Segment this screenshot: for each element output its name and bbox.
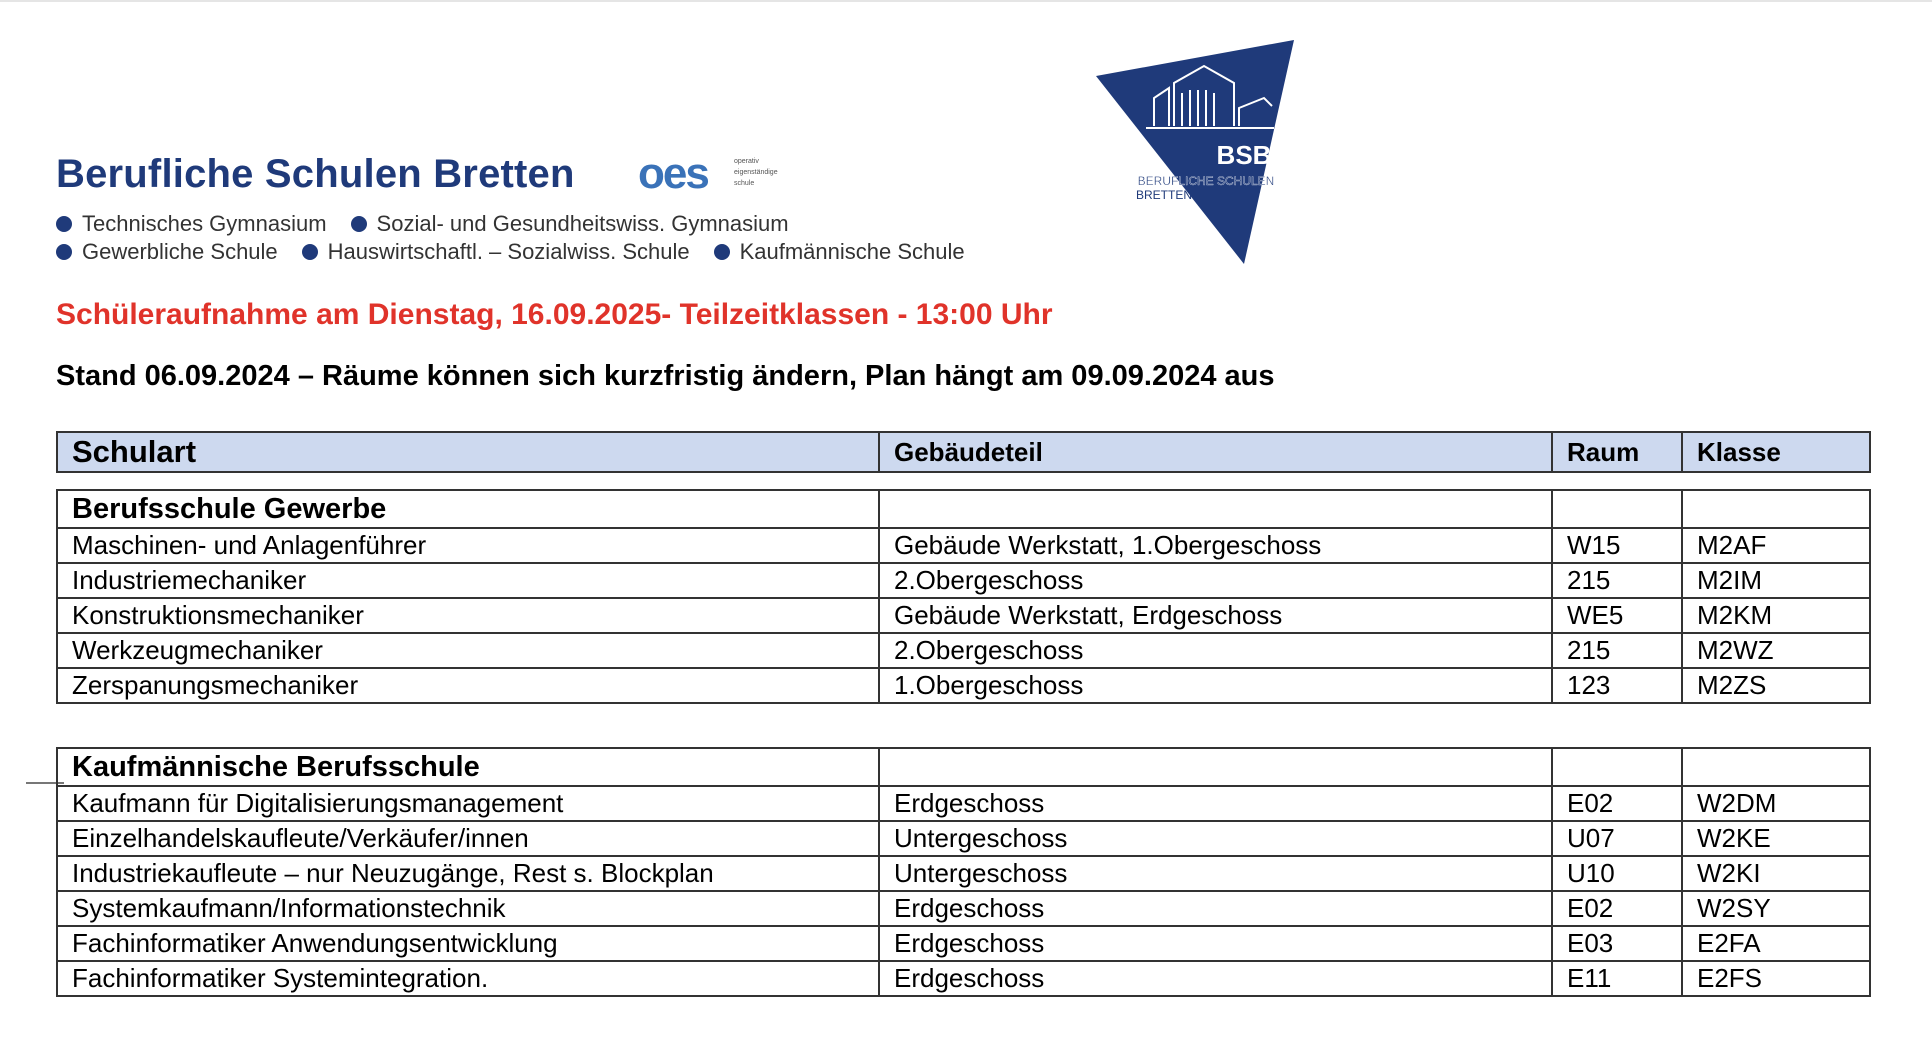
- school-type-label: Gewerbliche Schule: [82, 239, 278, 264]
- section-title-row: [57, 748, 1870, 786]
- cell-schulart: Einzelhandelskaufleute/Verkäufer/innen: [57, 821, 879, 856]
- cell-klasse: M2IM: [1682, 563, 1870, 598]
- bullet-dot-icon: [714, 244, 730, 260]
- cell-klasse: W2DM: [1682, 786, 1870, 821]
- cell-klasse: W2KI: [1682, 856, 1870, 891]
- table-row: [57, 856, 1870, 891]
- school-type-label: Technisches Gymnasium: [82, 211, 327, 236]
- col-header-klasse: Klasse: [1682, 432, 1870, 472]
- school-type-item: [56, 239, 278, 265]
- cell-gebaeudeteil: 1.Obergeschoss: [879, 668, 1552, 703]
- cell-gebaeudeteil: Erdgeschoss: [879, 786, 1552, 821]
- school-type-item: [56, 211, 327, 237]
- cell-schulart: Maschinen- und Anlagenführer: [57, 528, 879, 563]
- cell-gebaeudeteil: 2.Obergeschoss: [879, 563, 1552, 598]
- cell-klasse: E2FS: [1682, 961, 1870, 996]
- cell-gebaeudeteil: 2.Obergeschoss: [879, 633, 1552, 668]
- cell-raum: 215: [1552, 563, 1682, 598]
- bullet-dot-icon: [351, 216, 367, 232]
- cell-schulart: Fachinformatiker Systemintegration.: [57, 961, 879, 996]
- cell-schulart: Fachinformatiker Anwendungsentwicklung: [57, 926, 879, 961]
- empty-cell: [1682, 748, 1870, 786]
- cell-klasse: M2ZS: [1682, 668, 1870, 703]
- col-header-gebaeudeteil: Gebäudeteil: [879, 432, 1552, 472]
- cell-klasse: M2WZ: [1682, 633, 1870, 668]
- cell-raum: E02: [1552, 786, 1682, 821]
- cell-raum: U07: [1552, 821, 1682, 856]
- bsb-logo-line2: BRETTEN: [1135, 188, 1193, 202]
- bullet-dot-icon: [302, 244, 318, 260]
- cell-schulart: Kaufmann für Digitalisierungsmanagement: [57, 786, 879, 821]
- bullet-dot-icon: [56, 244, 72, 260]
- status-line: Stand 06.09.2024 – Räume können sich kurzfristig ändern, Plan hängt am 09.09.2024 aus: [56, 360, 1275, 392]
- school-type-label: Kaufmännische Schule: [739, 239, 965, 264]
- cell-gebaeudeteil: Untergeschoss: [879, 856, 1552, 891]
- school-type-item: [714, 239, 965, 265]
- oes-logo: [638, 154, 788, 194]
- school-types-list: [56, 210, 989, 266]
- cell-schulart: Konstruktionsmechaniker: [57, 598, 879, 633]
- cell-schulart: Werkzeugmechaniker: [57, 633, 879, 668]
- oes-logo-sub-3: schule: [734, 180, 755, 187]
- cell-klasse: E2FA: [1682, 926, 1870, 961]
- school-types-line-2: [56, 238, 989, 266]
- cell-gebaeudeteil: Erdgeschoss: [879, 926, 1552, 961]
- school-types-line-1: [56, 210, 989, 238]
- cell-raum: W15: [1552, 528, 1682, 563]
- col-header-raum: Raum: [1552, 432, 1682, 472]
- bsb-logo-abbr: BSB: [1216, 140, 1272, 170]
- cell-raum: 215: [1552, 633, 1682, 668]
- table-row: [57, 891, 1870, 926]
- table-row: [57, 563, 1870, 598]
- table-row: [57, 528, 1870, 563]
- oes-logo-sub-2: eigenständige: [734, 169, 778, 176]
- cell-gebaeudeteil: Erdgeschoss: [879, 891, 1552, 926]
- cell-gebaeudeteil: Untergeschoss: [879, 821, 1552, 856]
- cell-schulart: Zerspanungsmechaniker: [57, 668, 879, 703]
- empty-cell: [1682, 490, 1870, 528]
- oes-logo-text: oes: [638, 154, 708, 194]
- empty-cell: [1552, 490, 1682, 528]
- cell-klasse: M2KM: [1682, 598, 1870, 633]
- cell-gebaeudeteil: Erdgeschoss: [879, 961, 1552, 996]
- table-row: [57, 668, 1870, 703]
- empty-cell: [879, 490, 1552, 528]
- table-row: [57, 821, 1870, 856]
- cell-schulart: Systemkaufmann/Informationstechnik: [57, 891, 879, 926]
- cell-raum: E03: [1552, 926, 1682, 961]
- top-border-line: [0, 0, 1932, 2]
- section-title: Berufsschule Gewerbe: [57, 490, 879, 528]
- table-row: [57, 926, 1870, 961]
- school-type-label: Sozial- und Gesundheitswiss. Gymnasium: [376, 211, 789, 236]
- cell-gebaeudeteil: Gebäude Werkstatt, 1.Obergeschoss: [879, 528, 1552, 563]
- cell-raum: U10: [1552, 856, 1682, 891]
- table-row: [57, 633, 1870, 668]
- table-row: [57, 786, 1870, 821]
- table-row: [57, 961, 1870, 996]
- section-title-row: [57, 490, 1870, 528]
- header-row: [57, 432, 1870, 472]
- empty-cell: [879, 748, 1552, 786]
- section-title: Kaufmännische Berufsschule: [57, 748, 879, 786]
- cell-klasse: W2KE: [1682, 821, 1870, 856]
- bullet-dot-icon: [56, 216, 72, 232]
- cell-schulart: Industriekaufleute – nur Neuzugänge, Rest s. Blockplan: [57, 856, 879, 891]
- cell-gebaeudeteil: Gebäude Werkstatt, Erdgeschoss: [879, 598, 1552, 633]
- col-header-schulart: Schulart: [57, 432, 879, 472]
- school-type-item: [351, 211, 789, 237]
- cell-raum: 123: [1552, 668, 1682, 703]
- cell-schulart: Industriemechaniker: [57, 563, 879, 598]
- cell-raum: E02: [1552, 891, 1682, 926]
- empty-cell: [1552, 748, 1682, 786]
- cell-raum: E11: [1552, 961, 1682, 996]
- section-table-gewerbe: [56, 489, 1871, 704]
- school-name: Berufliche Schulen Bretten: [56, 152, 575, 196]
- section-table-kaufmaennisch: [56, 747, 1871, 997]
- event-title: Schüleraufnahme am Dienstag, 16.09.2025- Teilzeitklassen - 13:00 Uhr: [56, 298, 1053, 331]
- bsb-logo: [1094, 38, 1294, 268]
- oes-logo-sub-1: operativ: [734, 158, 759, 165]
- cell-klasse: W2SY: [1682, 891, 1870, 926]
- bsb-logo-line1: BERUFLICHE SCHULEN: [1137, 174, 1275, 188]
- table-row: [57, 598, 1870, 633]
- table-header: [56, 431, 1871, 473]
- school-type-item: [302, 239, 690, 265]
- cell-klasse: M2AF: [1682, 528, 1870, 563]
- school-type-label: Hauswirtschaftl. – Sozialwiss. Schule: [327, 239, 690, 264]
- cell-raum: WE5: [1552, 598, 1682, 633]
